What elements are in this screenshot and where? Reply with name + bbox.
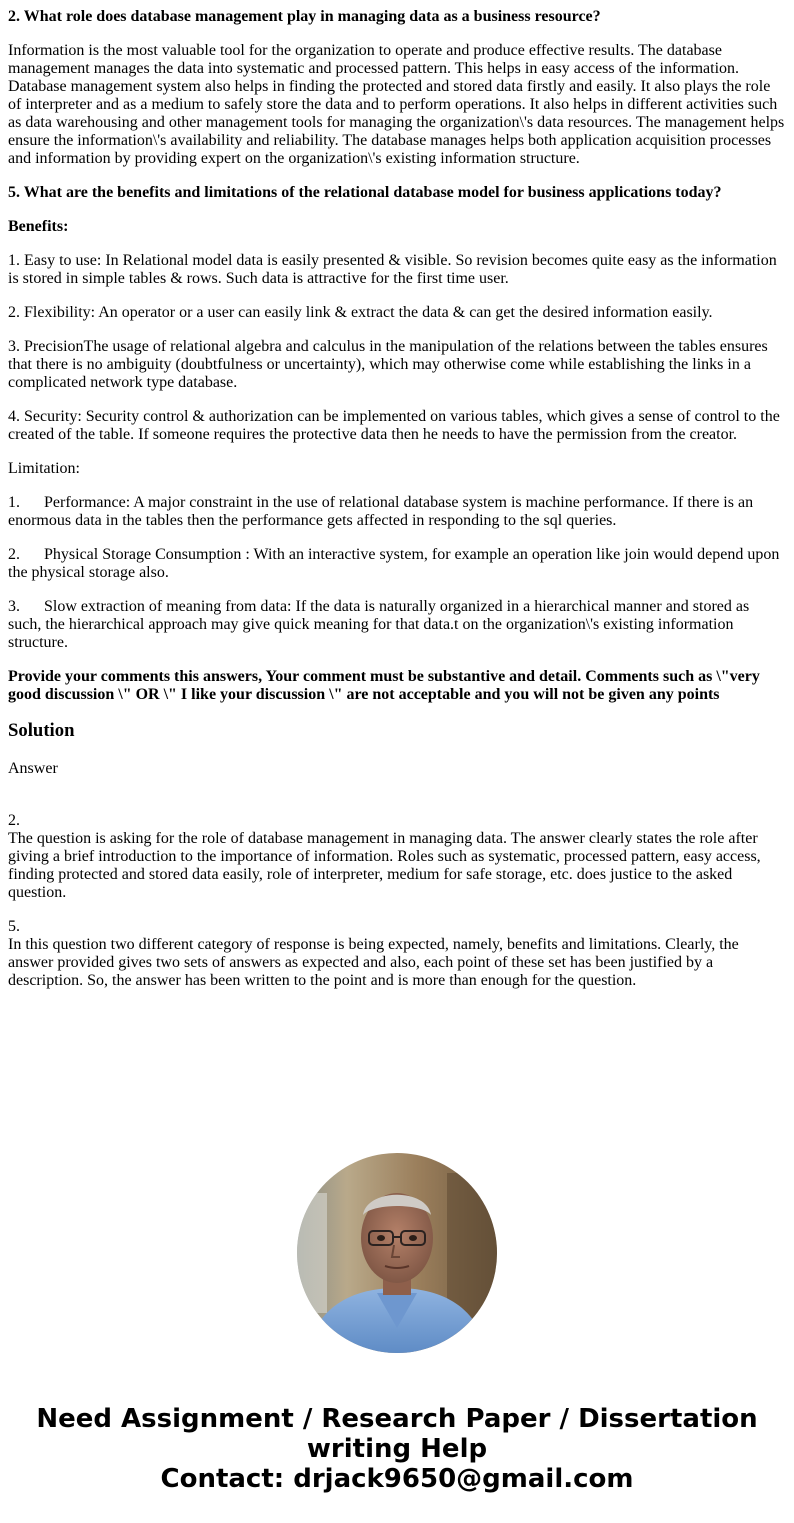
limitation-number: 1. — [8, 494, 20, 511]
instruction-text: Provide your comments this answers, Your comment must be substantive and detail. Comments such as \"very good discussion \" OR \" I like your discussion \" are not acceptable and you will not be given any points — [8, 668, 760, 703]
limitation-text: Performance: A major constraint in the use of relational database system is machine performance. If there is an enormous data in the tables then the performance gets affected in responding to the sql queries. — [8, 494, 754, 529]
limitation-item — [8, 494, 786, 530]
promo-headline: Need Assignment / Research Paper / Dissertation writing Help — [36, 1404, 758, 1464]
answer-label: Answer — [8, 760, 58, 777]
solution-number: 2. — [8, 812, 20, 829]
answer-2: Information is the most valuable tool for the organization to operate and produce effective results. The database management manages the data into systematic and processed pattern. This helps in easy access of the information. Database management system also helps in finding the protected and stored data firstly and easily. It also plays the role of interpreter and as a medium to safely store the data and to perform operations. It also helps in different activities such as data warehousing and other management tools for managing the organization\'s data resources. The management helps ensure the information\'s availability and reliability. The database manages helps both application acquisition processes and information by providing expert on the organization\'s existing information structure. — [8, 42, 785, 167]
benefit-item: 1. Easy to use: In Relational model data is easily presented & visible. So revision becomes quite easy as the information is stored in simple tables & rows. Such data is attractive for the first time user. — [8, 252, 777, 287]
solution-item — [8, 918, 786, 990]
question-5: 5. What are the benefits and limitations of the relational database model for business applications today? — [8, 184, 722, 201]
author-photo — [297, 1153, 497, 1353]
limitation-text: Slow extraction of meaning from data: If the data is naturally organized in a hierarchical manner and stored as such, the hierarchical approach may give quick meaning for that data.t on the organization\'s existing information structure. — [8, 598, 750, 651]
solution-text: In this question two different category of response is being expected, namely, benefits and limitations. Clearly, the answer provided gives two sets of answers as expected and also, each point of these set has been justified by a description. So, the answer has been written to the point and is more than enough for the question. — [8, 936, 739, 989]
promo-contact: Contact: drjack9650@gmail.com — [160, 1464, 634, 1494]
limitation-item — [8, 598, 786, 652]
question-2: 2. What role does database management play in managing data as a business resource? — [8, 8, 601, 25]
author-avatar — [297, 1153, 497, 1353]
benefit-item: 3. PrecisionThe usage of relational algebra and calculus in the manipulation of the relations between the tables ensures that there is no ambiguity (doubtfulness or uncertainty), which may otherwise come while establishing the links in a complicated network type database. — [8, 338, 768, 391]
limitation-number: 2. — [8, 546, 20, 563]
solution-heading: Solution — [8, 720, 75, 741]
document-body — [8, 8, 786, 1006]
benefit-item: 4. Security: Security control & authorization can be implemented on various tables, which gives a sense of control to the created of the table. If someone requires the protective data then he needs to have the permission from the creator. — [8, 408, 780, 443]
benefit-item: 2. Flexibility: An operator or a user can easily link & extract the data & can get the desired information easily. — [8, 304, 713, 321]
solution-item — [8, 812, 786, 902]
limitation-number: 3. — [8, 598, 20, 615]
benefits-heading: Benefits: — [8, 218, 69, 235]
promo-banner — [0, 1404, 794, 1494]
limitation-heading: Limitation: — [8, 460, 80, 477]
limitation-text: Physical Storage Consumption : With an interactive system, for example an operation like join would depend upon the physical storage also. — [8, 546, 780, 581]
solution-number: 5. — [8, 918, 20, 935]
solution-text: The question is asking for the role of database management in managing data. The answer clearly states the role after giving a brief introduction to the importance of information. Roles such as systematic, processed pattern, easy access, finding protected and stored data easily, role of interpreter, medium for safe storage, etc. does justice to the asked question. — [8, 830, 761, 901]
limitation-item — [8, 546, 786, 582]
